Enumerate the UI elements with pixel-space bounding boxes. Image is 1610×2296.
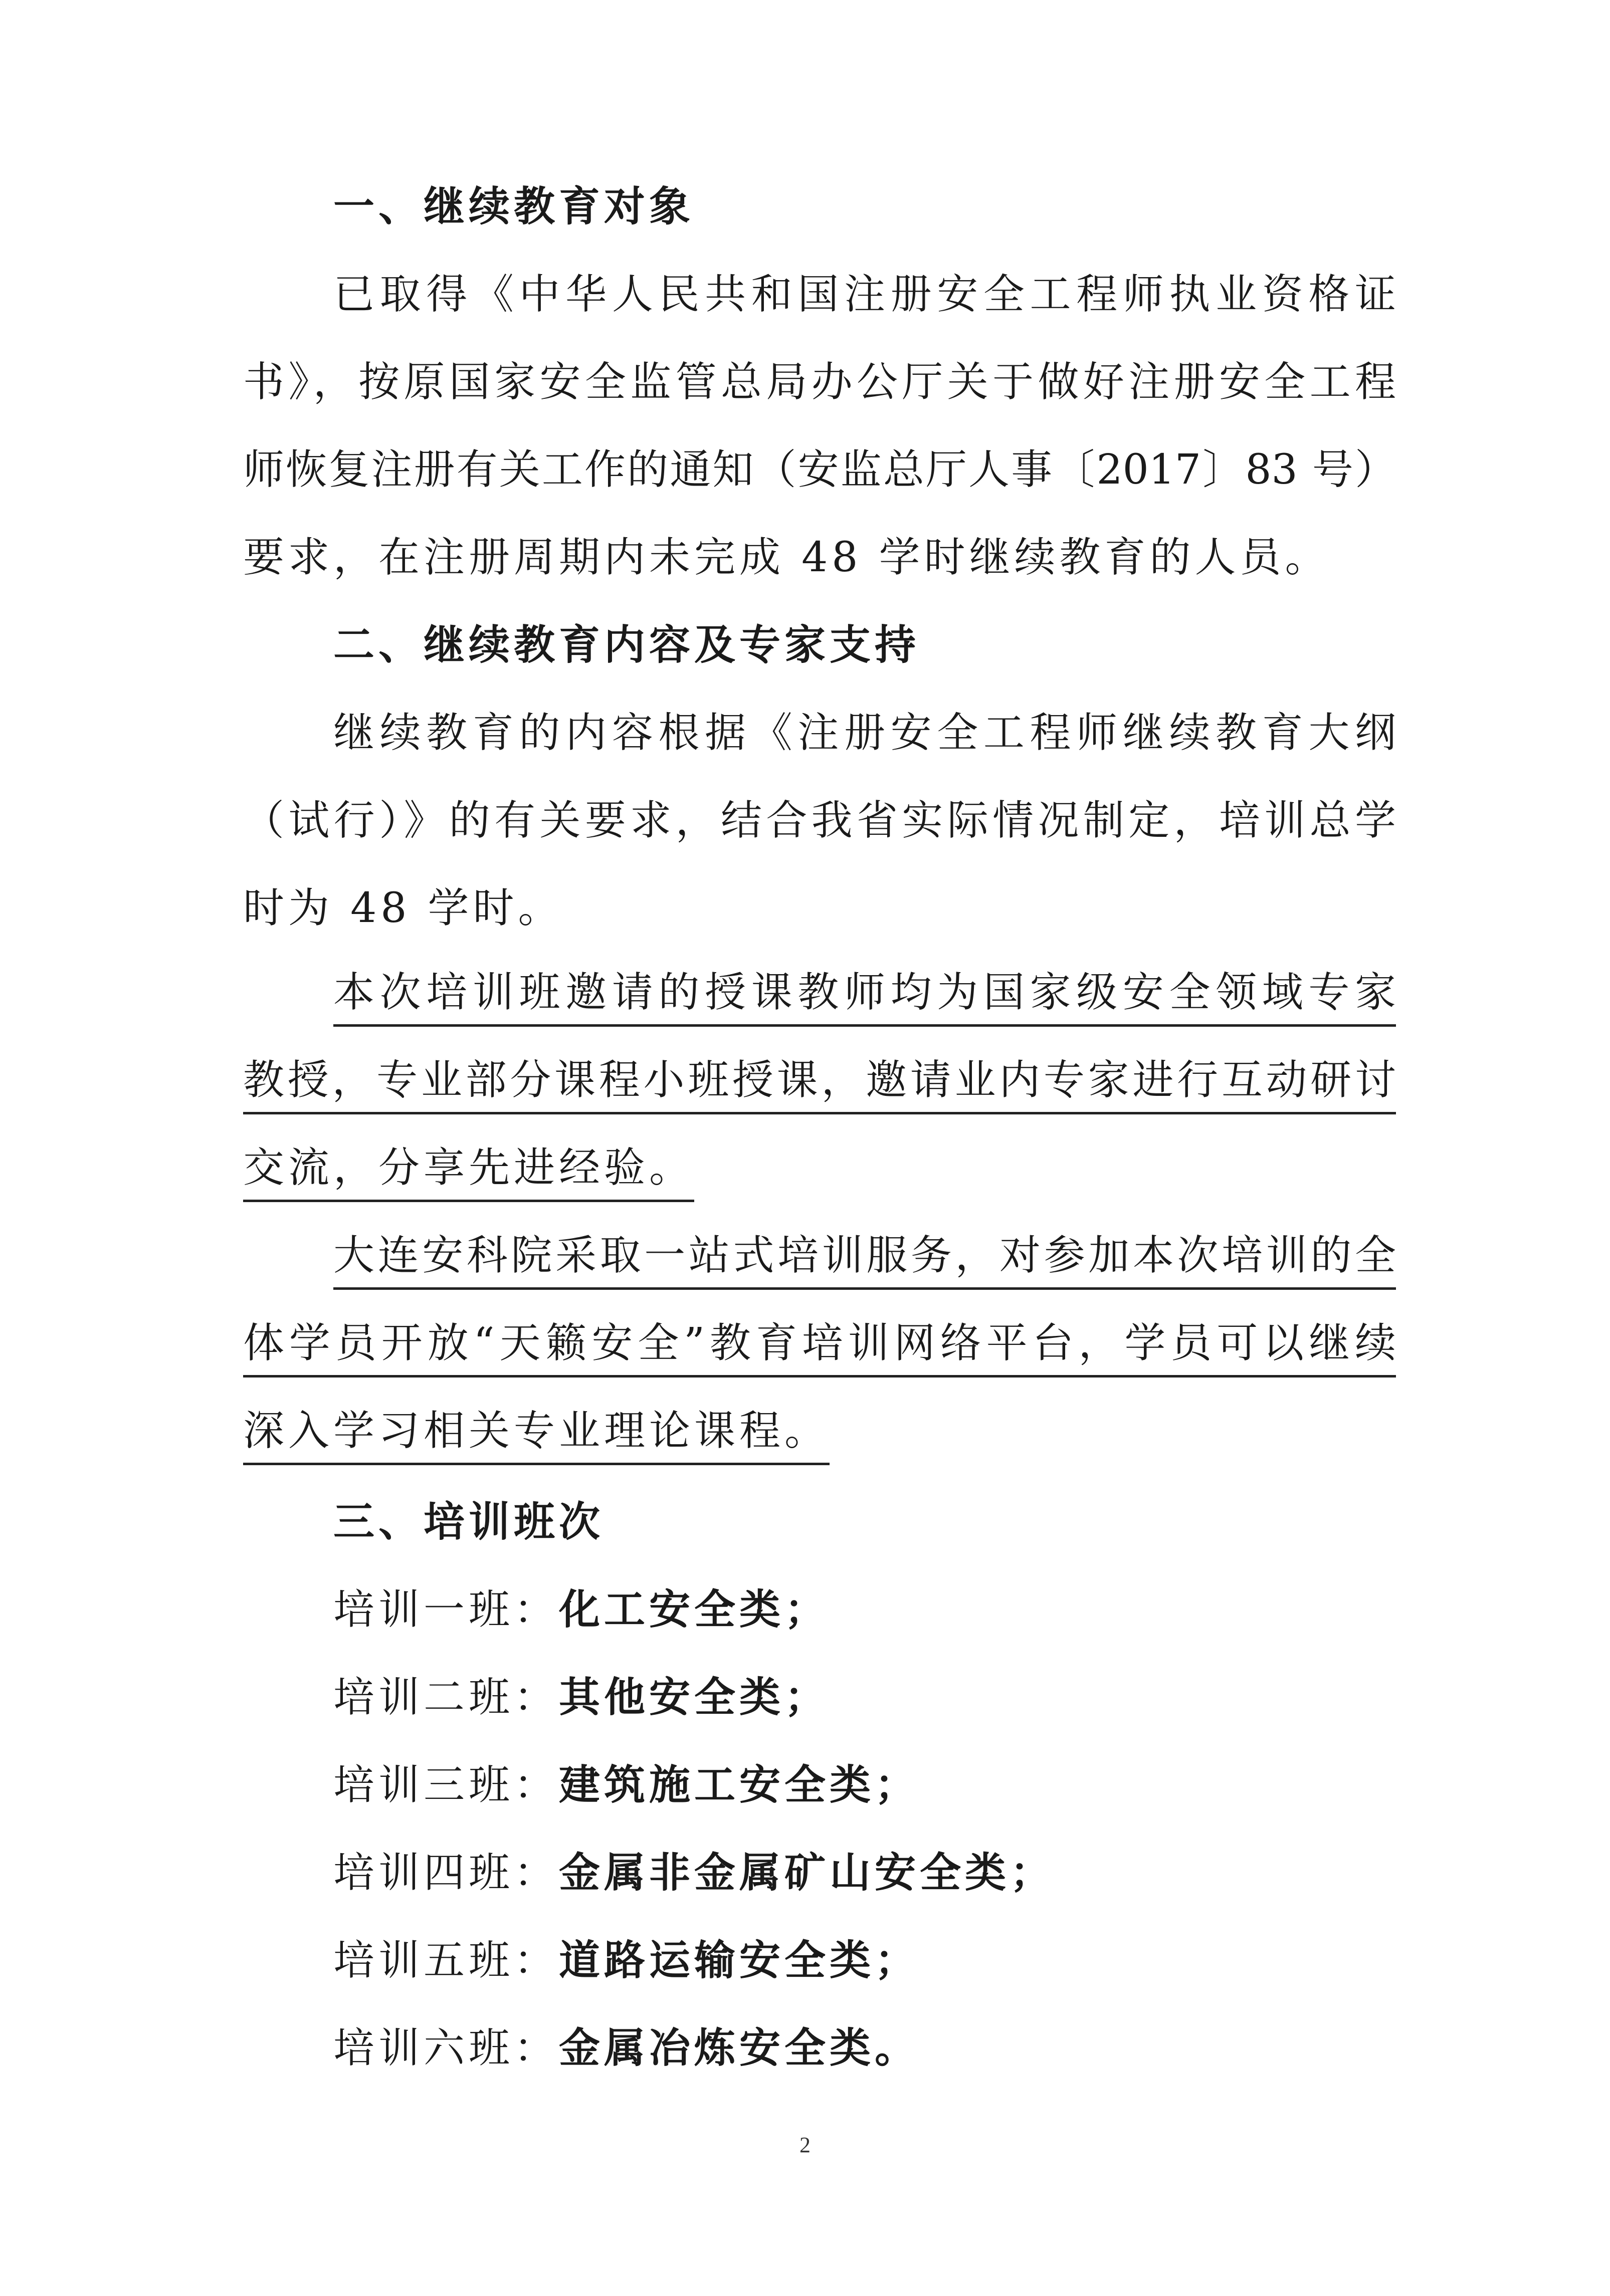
class-name: 其他安全类； <box>559 1673 830 1721</box>
underlined-line <box>243 1391 1396 1478</box>
training-class-item <box>243 1829 1396 1917</box>
class-label: 培训一班： <box>333 1586 559 1634</box>
paragraph-line: 时为 48 学时。 <box>243 884 563 932</box>
paragraph-line: 师恢复注册有关工作的通知（安监总厅人事〔2017〕83 号） <box>243 446 1396 494</box>
section-heading-2: 二、继续教育内容及专家支持 <box>333 621 920 669</box>
class-label: 培训五班： <box>333 1937 559 1984</box>
paragraph-line: 书》，按原国家安全监管总局办公厅关于做好注册安全工程 <box>243 358 1396 406</box>
document-body <box>243 163 1396 2092</box>
underlined-text: 深入学习相关专业理论课程。 <box>243 1404 830 1465</box>
class-label: 培训四班： <box>333 1849 559 1897</box>
underlined-text: 交流，分享先进经验。 <box>243 1140 694 1202</box>
class-name: 道路运输安全类； <box>559 1936 920 1984</box>
paragraph-line: 要求，在注册周期内未完成 48 学时继续教育的人员。 <box>243 534 1330 581</box>
training-class-item <box>243 2004 1396 2092</box>
page-number: 2 <box>799 2133 811 2157</box>
class-label: 培训三班： <box>333 1761 559 1809</box>
class-name: 建筑施工安全类； <box>559 1761 920 1809</box>
underlined-line <box>243 1127 1396 1215</box>
underlined-text: 体学员开放“天籁安全”教育培训网络平台，学员可以继续 <box>243 1316 1396 1377</box>
paragraph-line: （试行）》的有关要求，结合我省实际情况制定，培训总学 <box>243 797 1396 844</box>
class-name: 化工安全类； <box>559 1585 830 1634</box>
underlined-text: 教授，专业部分课程小班授课，邀请业内专家进行互动研讨 <box>243 1053 1396 1114</box>
training-class-item <box>243 1917 1396 2004</box>
class-name: 金属冶炼安全类。 <box>559 2024 920 2072</box>
underlined-line <box>243 1303 1396 1391</box>
class-label: 培训二班： <box>333 1674 559 1721</box>
class-label: 培训六班： <box>333 2024 559 2072</box>
underlined-text: 大连安科院采取一站式培训服务，对参加本次培训的全 <box>333 1228 1396 1290</box>
underlined-text: 本次培训班邀请的授课教师均为国家级安全领域专家 <box>333 965 1396 1027</box>
training-class-item <box>243 1566 1396 1654</box>
section-heading-3: 三、培训班次 <box>333 1498 605 1546</box>
paragraph-line: 继续教育的内容根据《注册安全工程师继续教育大纲 <box>333 709 1396 757</box>
training-class-item <box>243 1741 1396 1829</box>
section-heading-1: 一、继续教育对象 <box>333 182 695 231</box>
paragraph-line: 已取得《中华人民共和国注册安全工程师执业资格证 <box>333 271 1396 318</box>
underlined-line <box>243 1215 1396 1303</box>
class-name: 金属非金属矿山安全类； <box>559 1849 1056 1897</box>
training-class-item <box>243 1654 1396 1741</box>
underlined-line <box>243 1040 1396 1127</box>
underlined-line <box>243 952 1396 1040</box>
